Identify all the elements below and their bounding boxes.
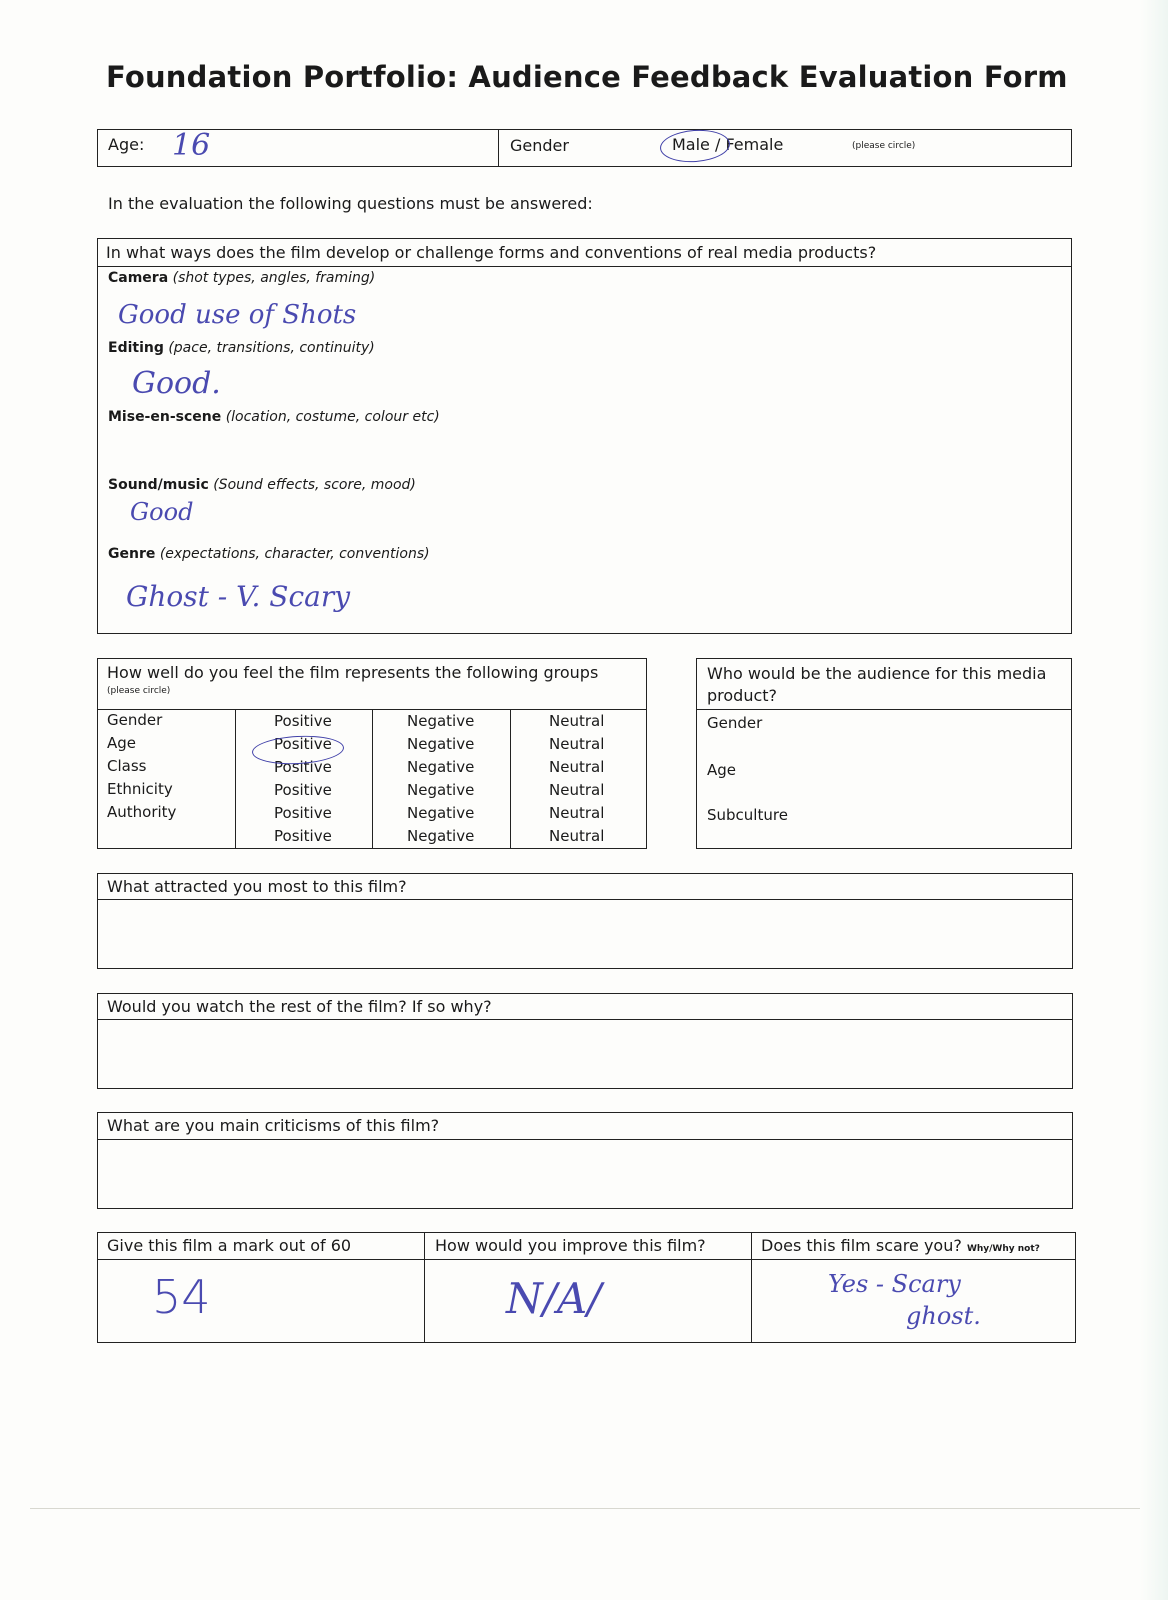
sound-music-answer[interactable]: Good (130, 498, 194, 526)
mark-value[interactable]: 54 (152, 1270, 211, 1324)
rep-group-label: Age (107, 734, 137, 752)
rep-option-positive[interactable]: Positive (274, 735, 332, 753)
rep-option-negative[interactable]: Negative (407, 758, 475, 776)
rep-option-neutral[interactable]: Neutral (549, 735, 605, 753)
genre-label: Genre (expectations, character, conventions) (108, 546, 430, 562)
rep-option-neutral[interactable]: Neutral (549, 712, 605, 730)
conventions-question: In what ways does the film develop or challenge forms and conventions of real media products? (106, 243, 877, 262)
rep-group-label: Ethnicity (107, 780, 173, 798)
conventions-divider (97, 266, 1072, 267)
bottom-row-divider (97, 1259, 1076, 1260)
rep-option-positive[interactable]: Positive (274, 712, 332, 730)
editing-label: Editing (pace, transitions, continuity) (108, 340, 375, 356)
rep-option-positive[interactable]: Positive (274, 804, 332, 822)
rep-option-neutral[interactable]: Neutral (549, 758, 605, 776)
rep-col-divider-3 (510, 709, 511, 849)
rep-col-divider-2 (372, 709, 373, 849)
watch-divider (97, 1019, 1073, 1020)
rep-option-negative[interactable]: Negative (407, 804, 475, 822)
scare-label: Does this film scare you? (761, 1236, 962, 1255)
header-divider (498, 129, 499, 167)
representation-please-circle: (please circle) (107, 686, 171, 696)
watch-question: Would you watch the rest of the film? If so why? (107, 997, 492, 1016)
bottom-col-divider-1 (424, 1232, 425, 1343)
camera-answer[interactable]: Good use of Shots (118, 300, 357, 330)
audience-age[interactable]: Age (707, 761, 737, 779)
editing-answer[interactable]: Good. (132, 366, 221, 401)
camera-label: Camera (shot types, angles, framing) (108, 270, 376, 286)
scare-hint: Why/Why not? (966, 1244, 1040, 1254)
rep-option-negative[interactable]: Negative (407, 827, 475, 845)
rep-group-label: Gender (107, 711, 163, 729)
rep-option-positive[interactable]: Positive (274, 758, 332, 776)
representation-question: How well do you feel the film represents the following groups (107, 663, 599, 682)
please-circle-note: (please circle) (852, 141, 916, 151)
scare-label-row (761, 1236, 1040, 1255)
rep-option-positive[interactable]: Positive (274, 827, 332, 845)
age-label: Age: (108, 135, 145, 154)
bottom-col-divider-2 (751, 1232, 752, 1343)
age-value[interactable]: 16 (172, 128, 211, 163)
mise-en-scene-label: Mise-en-scene (location, costume, colour etc) (108, 409, 440, 425)
mark-label: Give this film a mark out of 60 (107, 1236, 352, 1255)
gender-options[interactable]: Male / Female (672, 135, 784, 154)
rep-group-label: Authority (107, 803, 177, 821)
rep-group-label: Class (107, 757, 147, 775)
scare-value-line1[interactable]: Yes - Scary (828, 1270, 961, 1298)
audience-question: Who would be the audience for this media product? (707, 664, 1047, 705)
rep-option-positive[interactable]: Positive (274, 781, 332, 799)
scan-shadow-line (30, 1508, 1140, 1509)
audience-subculture[interactable]: Subculture (707, 806, 788, 824)
gender-label: Gender (510, 136, 569, 155)
genre-answer[interactable]: Ghost - V. Scary (126, 580, 351, 613)
rep-option-neutral[interactable]: Neutral (549, 781, 605, 799)
rep-option-negative[interactable]: Negative (407, 712, 475, 730)
scare-value-line2[interactable]: ghost. (906, 1302, 981, 1330)
criticisms-divider (97, 1139, 1073, 1140)
page-title: Foundation Portfolio: Audience Feedback Evaluation Form (106, 60, 1068, 94)
conventions-box (97, 238, 1072, 634)
audience-divider (696, 709, 1072, 710)
attracted-question: What attracted you most to this film? (107, 877, 407, 896)
attracted-divider (97, 899, 1073, 900)
criticisms-question: What are you main criticisms of this film? (107, 1116, 440, 1135)
rep-option-negative[interactable]: Negative (407, 781, 475, 799)
sound-music-label: Sound/music (Sound effects, score, mood) (108, 477, 416, 493)
rep-col-divider-1 (235, 709, 236, 849)
rep-option-negative[interactable]: Negative (407, 735, 475, 753)
audience-gender[interactable]: Gender (707, 714, 763, 732)
improve-value[interactable]: N/A/ (506, 1274, 602, 1323)
intro-text: In the evaluation the following questions must be answered: (108, 194, 593, 213)
rep-option-neutral[interactable]: Neutral (549, 827, 605, 845)
header-row (97, 129, 1072, 167)
rep-option-neutral[interactable]: Neutral (549, 804, 605, 822)
scan-edge (1140, 0, 1168, 1600)
improve-label: How would you improve this film? (435, 1236, 706, 1255)
